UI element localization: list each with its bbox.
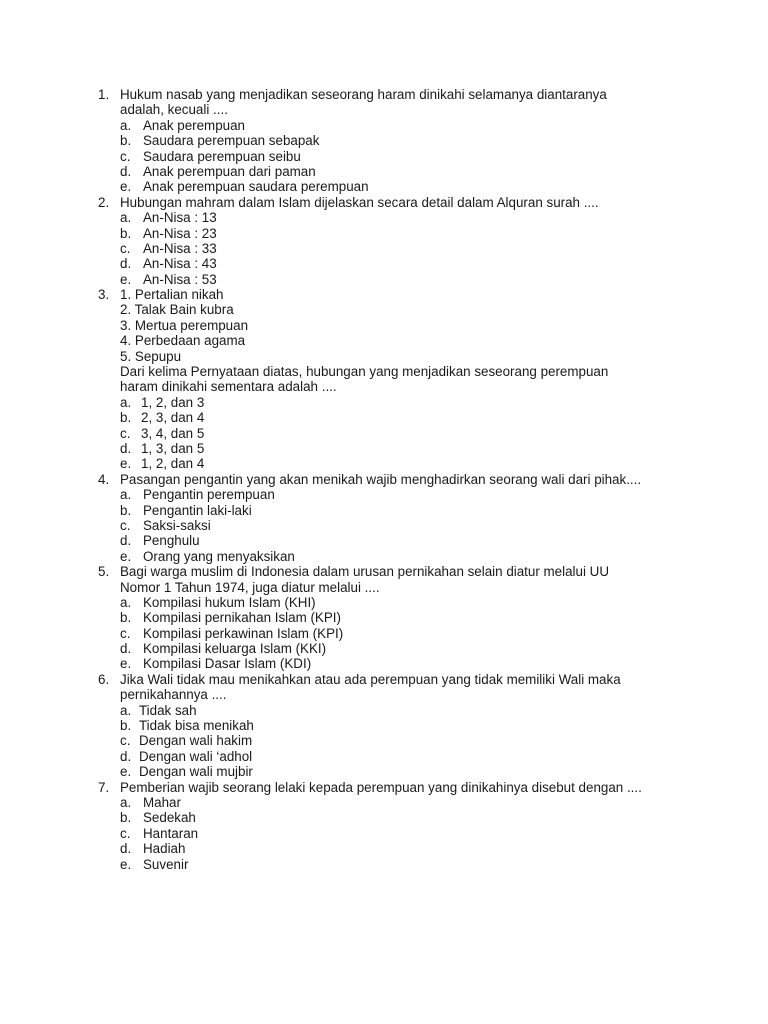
option-text: Mahar [143, 794, 181, 810]
question-line [0, 195, 768, 210]
answer-option [0, 826, 768, 841]
answer-option [0, 595, 768, 610]
option-letter: d. [120, 841, 132, 857]
question-number: 4. [98, 471, 110, 487]
answer-option [0, 410, 768, 425]
answer-option [0, 210, 768, 225]
question-number: 7. [98, 779, 110, 795]
question-text: Pemberian wajib seorang lelaki kepada perempuan yang dinikahinya disebut dengan .... [120, 779, 642, 795]
option-text: 1, 3, dan 5 [141, 440, 205, 456]
option-text: Anak perempuan [143, 117, 245, 133]
option-letter: c. [120, 148, 131, 164]
option-text: 2, 3, dan 4 [141, 410, 205, 426]
answer-option [0, 533, 768, 548]
question-line [0, 379, 768, 394]
option-text: 3, 4, dan 5 [141, 425, 205, 441]
option-letter: e. [120, 271, 132, 287]
option-letter: b. [120, 718, 132, 734]
option-letter: d. [120, 163, 132, 179]
answer-option [0, 503, 768, 518]
question-number: 6. [98, 671, 110, 687]
option-letter: c. [120, 825, 131, 841]
question-line [0, 687, 768, 702]
answer-option [0, 749, 768, 764]
question-line [0, 349, 768, 364]
option-letter: c. [120, 733, 131, 749]
question-number: 1. [98, 87, 110, 102]
question-text: Hukum nasab yang menjadikan seseorang haram dinikahi selamanya diantaranya [120, 87, 607, 102]
option-text: Hadiah [143, 841, 186, 857]
option-text: Saudara perempuan seibu [143, 148, 301, 164]
option-text: Sedekah [143, 810, 196, 826]
option-text: Saudara perempuan sebapak [143, 133, 320, 149]
question-line [0, 364, 768, 379]
option-letter: a. [120, 594, 132, 610]
question-line [0, 318, 768, 333]
option-text: Dengan wali mujbir [139, 764, 253, 780]
answer-option [0, 487, 768, 502]
question-text: pernikahannya .... [120, 687, 227, 703]
option-text: Kompilasi keluarga Islam (KKI) [143, 641, 327, 657]
answer-option [0, 656, 768, 671]
option-letter: c. [120, 517, 131, 533]
option-text: Kompilasi pernikahan Islam (KPI) [143, 610, 341, 626]
answer-option [0, 857, 768, 872]
answer-option [0, 703, 768, 718]
answer-option [0, 841, 768, 856]
question-text: Bagi warga muslim di Indonesia dalam urusan pernikahan selain diatur melalui UU [120, 564, 610, 580]
question-7 [0, 780, 768, 872]
answer-option [0, 718, 768, 733]
question-list [0, 87, 768, 872]
question-number: 5. [98, 564, 110, 580]
answer-option [0, 441, 768, 456]
option-text: 1, 2, dan 3 [141, 394, 205, 410]
option-letter: d. [120, 748, 132, 764]
question-line [0, 102, 768, 117]
option-text: An-Nisa : 13 [143, 210, 217, 226]
option-letter: b. [120, 133, 132, 149]
option-text: An-Nisa : 23 [143, 225, 217, 241]
option-letter: e. [120, 179, 132, 195]
question-line [0, 672, 768, 687]
option-letter: a. [120, 794, 132, 810]
question-line [0, 472, 768, 487]
answer-option [0, 795, 768, 810]
question-text: 1. Pertalian nikah [120, 287, 224, 303]
answer-option [0, 256, 768, 271]
option-text: Penghulu [143, 533, 200, 549]
option-letter: c. [120, 425, 131, 441]
option-text: Orang yang menyaksikan [143, 548, 295, 564]
option-letter: a. [120, 702, 132, 718]
question-4 [0, 472, 768, 564]
option-text: Kompilasi Dasar Islam (KDI) [143, 656, 312, 672]
option-letter: e. [120, 764, 132, 780]
option-letter: b. [120, 810, 132, 826]
question-text: haram dinikahi sementara adalah .... [120, 379, 337, 395]
option-letter: d. [120, 256, 132, 272]
question-text: 4. Perbedaan agama [120, 333, 246, 349]
question-text: adalah, kecuali .... [120, 102, 228, 118]
option-letter: c. [120, 625, 131, 641]
question-text: 3. Mertua perempuan [120, 317, 249, 333]
option-text: Tidak bisa menikah [139, 718, 254, 734]
answer-option [0, 179, 768, 194]
option-text: Anak perempuan saudara perempuan [143, 179, 369, 195]
question-2 [0, 195, 768, 287]
question-text: Nomor 1 Tahun 1974, juga diatur melalui .... [120, 579, 380, 595]
option-text: Anak perempuan dari paman [143, 163, 316, 179]
option-letter: a. [120, 117, 132, 133]
option-text: Kompilasi hukum Islam (KHI) [143, 594, 316, 610]
answer-option [0, 226, 768, 241]
answer-option [0, 764, 768, 779]
option-text: An-Nisa : 53 [143, 271, 217, 287]
option-letter: e. [120, 656, 132, 672]
option-text: An-Nisa : 33 [143, 240, 217, 256]
option-letter: b. [120, 410, 132, 426]
option-letter: d. [120, 440, 132, 456]
question-text: Hubungan mahram dalam Islam dijelaskan secara detail dalam Alquran surah .... [120, 194, 599, 210]
question-line [0, 302, 768, 317]
answer-option [0, 456, 768, 471]
option-letter: b. [120, 225, 132, 241]
option-letter: b. [120, 502, 132, 518]
option-text: Pengantin perempuan [143, 487, 275, 503]
question-number: 3. [98, 287, 110, 303]
answer-option [0, 164, 768, 179]
option-letter: d. [120, 533, 132, 549]
option-letter: a. [120, 487, 132, 503]
option-letter: c. [120, 240, 131, 256]
question-text: Pasangan pengantin yang akan menikah wajib menghadirkan seorang wali dari pihak.... [120, 471, 642, 487]
question-line [0, 333, 768, 348]
option-letter: a. [120, 394, 132, 410]
answer-option [0, 395, 768, 410]
answer-option [0, 641, 768, 656]
option-letter: a. [120, 210, 132, 226]
answer-option [0, 810, 768, 825]
answer-option [0, 610, 768, 625]
answer-option [0, 549, 768, 564]
question-number: 2. [98, 194, 110, 210]
answer-option [0, 133, 768, 148]
answer-option [0, 241, 768, 256]
option-text: Hantaran [143, 825, 199, 841]
answer-option [0, 426, 768, 441]
answer-option [0, 518, 768, 533]
option-letter: e. [120, 456, 132, 472]
option-letter: d. [120, 641, 132, 657]
option-text: Tidak sah [139, 702, 197, 718]
question-line [0, 580, 768, 595]
question-3 [0, 287, 768, 472]
question-line [0, 87, 768, 102]
question-text: 2. Talak Bain kubra [120, 302, 234, 318]
option-text: Dengan wali ‘adhol [139, 748, 253, 764]
answer-option [0, 118, 768, 133]
answer-option [0, 272, 768, 287]
answer-option [0, 149, 768, 164]
option-letter: e. [120, 856, 132, 872]
question-line [0, 564, 768, 579]
question-text: Jika Wali tidak mau menikahkan atau ada perempuan yang tidak memiliki Wali maka [120, 671, 621, 687]
option-letter: e. [120, 548, 132, 564]
option-text: Suvenir [143, 856, 189, 872]
option-text: Kompilasi perkawinan Islam (KPI) [143, 625, 344, 641]
option-text: 1, 2, dan 4 [141, 456, 205, 472]
option-text: An-Nisa : 43 [143, 256, 217, 272]
option-letter: b. [120, 610, 132, 626]
question-5 [0, 564, 768, 672]
option-text: Dengan wali hakim [139, 733, 253, 749]
answer-option [0, 733, 768, 748]
option-text: Pengantin laki-laki [143, 502, 252, 518]
question-line [0, 780, 768, 795]
question-line [0, 287, 768, 302]
question-6 [0, 672, 768, 780]
answer-option [0, 626, 768, 641]
question-text: Dari kelima Pernyataan diatas, hubungan yang menjadikan seseorang perempuan [120, 364, 609, 380]
question-text: 5. Sepupu [120, 348, 182, 364]
question-1 [0, 87, 768, 195]
option-text: Saksi-saksi [143, 517, 211, 533]
